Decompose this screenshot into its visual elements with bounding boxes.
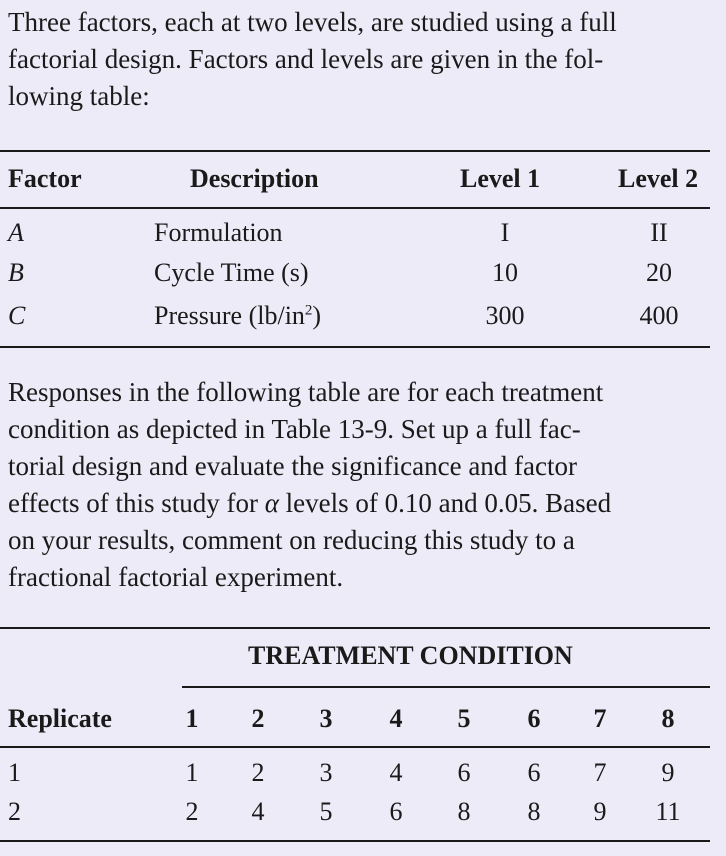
condition-number: 6 [527,704,541,733]
response-value: 3 [319,758,333,787]
condition-number: 1 [185,704,199,733]
header-level-1: Level 1 [460,164,541,193]
condition-number: 5 [457,704,471,733]
response-value: 6 [389,797,403,826]
problem-line-6: fractional factorial experiment. [8,562,344,592]
description-cell: Formulation [154,218,283,247]
replicate-header: Replicate [8,704,112,733]
level-2-cell: 400 [639,301,679,330]
problem-line-5: on your results, comment on reducing this study to a [8,525,575,555]
description-cell: Pressure $(lb/in^2)$ [154,301,322,330]
response-value: 9 [593,797,607,826]
condition-number: 7 [593,704,607,733]
intro-line-3: lowing table: [8,81,150,111]
response-value: 8 [527,797,541,826]
factor-table-top-rule [0,150,710,152]
factor-cell: B [8,258,24,287]
response-value: 5 [319,797,333,826]
intro-line-1: Three factors, each at two levels, are studied using a full [8,7,617,37]
condition-number: 3 [319,704,333,733]
description-cell: Cycle Time (s) [154,258,309,287]
replicate-label: 2 [8,797,21,826]
problem-paragraph [8,374,720,596]
header-factor: Factor [8,164,82,193]
treatment-table-bottom-rule [0,840,710,842]
response-value: 11 [655,797,681,826]
factor-table-header-rule [0,207,710,209]
condition-number: 8 [661,704,675,733]
response-value: 4 [389,758,403,787]
problem-line-1: Responses in the following table are for each treatment [8,377,604,407]
problem-line-4: effects of this study for α levels of 0.10 and 0.05. Based [8,488,612,518]
level-1-cell: 10 [492,258,518,287]
condition-number: 2 [251,704,265,733]
level-2-cell: II [650,218,668,247]
response-value: 9 [661,758,675,787]
response-value: 2 [185,797,199,826]
intro-line-2: factorial design. Factors and levels are given in the fol- [8,44,604,74]
response-value: 2 [251,758,265,787]
header-description: Description [190,164,319,193]
factor-cell: C [8,301,26,330]
response-value: 4 [251,797,265,826]
treatment-condition-header: TREATMENT CONDITION [248,641,573,670]
intro-paragraph [8,4,720,115]
header-level-2: Level 2 [618,164,699,193]
level-1-cell: I [500,218,510,247]
level-2-cell: 20 [646,258,672,287]
problem-line-2: condition as depicted in Table 13-9. Set up a full fac- [8,414,581,444]
response-value: 8 [457,797,471,826]
replicate-label: 1 [8,758,21,787]
response-value: 6 [457,758,471,787]
treatment-group-rule [182,686,710,688]
level-1-cell: 300 [485,301,525,330]
factor-cell: A [8,218,24,247]
response-value: 7 [593,758,607,787]
response-value: 6 [527,758,541,787]
problem-line-3: torial design and evaluate the significance and factor [8,451,578,481]
factor-table-bottom-rule [0,346,710,348]
response-value: 1 [185,758,199,787]
condition-number: 4 [389,704,403,733]
treatment-table-header-rule [0,746,710,748]
treatment-table-top-rule [0,627,710,629]
